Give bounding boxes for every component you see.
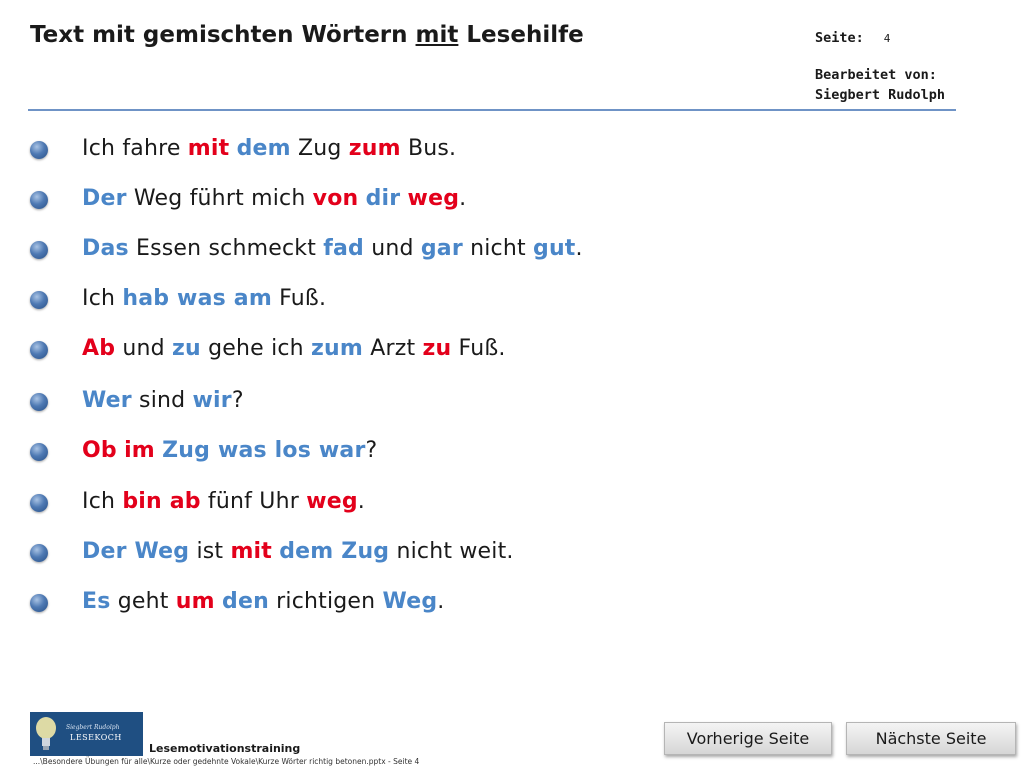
sentence-text bbox=[82, 236, 583, 261]
word-plain: Ich fahre bbox=[82, 135, 188, 161]
sentence-row bbox=[30, 433, 377, 467]
sentence-text bbox=[82, 286, 326, 311]
word-red: zu bbox=[422, 335, 452, 361]
logo-brand: LESEKOCH bbox=[70, 733, 122, 742]
title-part-1: Text mit gemischten Wörtern bbox=[30, 22, 416, 48]
page-meta bbox=[815, 28, 945, 105]
word-blue: Wer bbox=[82, 387, 132, 413]
word-blue: Der Weg bbox=[82, 538, 190, 564]
sentence-text bbox=[82, 589, 444, 614]
bullet-icon bbox=[30, 494, 48, 512]
sentence-text bbox=[82, 438, 377, 463]
word-blue: hab was am bbox=[122, 285, 272, 311]
previous-page-button[interactable]: Vorherige Seite bbox=[664, 722, 832, 755]
footer-file-path: ...\Besondere Übungen für alle\Kurze oder gedehnte Vokale\Kurze Wörter richtig betonen.pptx - Seite 4 bbox=[33, 757, 420, 766]
edited-by-label: Bearbeitet von: bbox=[815, 67, 937, 83]
word-red: im bbox=[124, 437, 155, 463]
word-plain: und bbox=[364, 235, 421, 261]
sentence-row bbox=[30, 534, 514, 568]
bullet-icon bbox=[30, 393, 48, 411]
word-blue: dem Zug bbox=[279, 538, 390, 564]
word-plain: und bbox=[115, 335, 173, 361]
word-plain bbox=[117, 438, 124, 463]
word-red: zum bbox=[348, 135, 401, 161]
word-blue: dem bbox=[236, 135, 291, 161]
word-red: Ab bbox=[82, 335, 116, 361]
bullet-icon bbox=[30, 291, 48, 309]
word-red: um bbox=[175, 588, 215, 614]
sentence-row bbox=[30, 584, 444, 618]
word-plain: Ich bbox=[82, 285, 123, 311]
word-plain bbox=[358, 186, 365, 211]
word-plain bbox=[400, 186, 407, 211]
word-plain: Fuß. bbox=[451, 335, 506, 361]
word-plain: nicht bbox=[462, 235, 533, 261]
word-blue: Weg bbox=[382, 588, 438, 614]
word-blue: dir bbox=[365, 185, 401, 211]
word-blue: Zug was los war bbox=[162, 437, 366, 463]
word-plain: . bbox=[357, 488, 365, 514]
bullet-icon bbox=[30, 141, 48, 159]
bullet-icon bbox=[30, 341, 48, 359]
word-red: mit bbox=[230, 538, 273, 564]
word-blue: gar bbox=[420, 235, 463, 261]
word-blue: fad bbox=[323, 235, 364, 261]
sentence-text bbox=[82, 336, 506, 361]
editor-name: Siegbert Rudolph bbox=[815, 87, 946, 103]
word-plain: sind bbox=[131, 387, 193, 413]
lightbulb-icon bbox=[34, 715, 58, 753]
lesekoch-logo bbox=[30, 712, 143, 756]
footer-brand: Lesemotivationstraining bbox=[149, 742, 301, 755]
sentence-text bbox=[82, 489, 365, 514]
word-blue: Das bbox=[82, 235, 129, 261]
word-red: von bbox=[312, 185, 359, 211]
title-part-2: Lesehilfe bbox=[458, 22, 584, 48]
word-blue: wir bbox=[192, 387, 232, 413]
word-blue: gut bbox=[533, 235, 576, 261]
page-number: 4 bbox=[883, 32, 891, 45]
sentence-row bbox=[30, 181, 466, 215]
word-blue: Der bbox=[82, 185, 127, 211]
word-blue: zu bbox=[172, 335, 201, 361]
logo-author: Siegbert Rudolph bbox=[66, 724, 120, 731]
word-plain: ? bbox=[231, 387, 244, 413]
bullet-icon bbox=[30, 544, 48, 562]
sentence-row bbox=[30, 231, 583, 265]
word-red: weg bbox=[306, 488, 358, 514]
sentence-text bbox=[82, 186, 466, 211]
word-plain: fünf Uhr bbox=[200, 488, 307, 514]
word-red: Ob bbox=[82, 437, 117, 463]
word-red: bin ab bbox=[122, 488, 201, 514]
page-label: Seite: bbox=[815, 30, 864, 46]
sentence-row bbox=[30, 484, 365, 518]
page-title bbox=[30, 22, 584, 48]
word-plain: Bus. bbox=[400, 135, 457, 161]
word-plain: Zug bbox=[290, 135, 349, 161]
word-blue: Es bbox=[82, 588, 111, 614]
sentence-row bbox=[30, 131, 456, 165]
bullet-icon bbox=[30, 594, 48, 612]
next-page-button[interactable]: Nächste Seite bbox=[846, 722, 1016, 755]
bullet-icon bbox=[30, 191, 48, 209]
word-plain bbox=[215, 589, 222, 614]
word-plain: Fuß. bbox=[271, 285, 327, 311]
sentence-row bbox=[30, 281, 326, 315]
word-plain: Ich bbox=[82, 488, 123, 514]
sentence-row bbox=[30, 383, 244, 417]
word-plain: ? bbox=[365, 437, 378, 463]
word-plain: Weg führt mich bbox=[126, 185, 313, 211]
word-plain: nicht weit. bbox=[389, 538, 514, 564]
word-red: weg bbox=[407, 185, 460, 211]
sentence-row bbox=[30, 331, 506, 365]
bullet-icon bbox=[30, 443, 48, 461]
sentence-text bbox=[82, 539, 514, 564]
word-plain: . bbox=[437, 588, 445, 614]
word-plain: gehe ich bbox=[200, 335, 312, 361]
word-plain: Essen schmeckt bbox=[128, 235, 324, 261]
word-plain: richtigen bbox=[268, 588, 383, 614]
word-plain: . bbox=[459, 185, 467, 211]
word-blue: den bbox=[222, 588, 269, 614]
bullet-icon bbox=[30, 241, 48, 259]
word-red: mit bbox=[187, 135, 230, 161]
page-indicator bbox=[815, 28, 945, 49]
sentence-text bbox=[82, 388, 244, 413]
word-plain: . bbox=[575, 235, 583, 261]
word-plain: geht bbox=[110, 588, 176, 614]
sentence-text bbox=[82, 136, 456, 161]
word-plain: Arzt bbox=[363, 335, 423, 361]
word-blue: zum bbox=[311, 335, 364, 361]
word-plain bbox=[229, 136, 236, 161]
header-divider bbox=[28, 109, 956, 111]
title-underlined-word: mit bbox=[415, 22, 459, 48]
word-plain: ist bbox=[189, 538, 231, 564]
